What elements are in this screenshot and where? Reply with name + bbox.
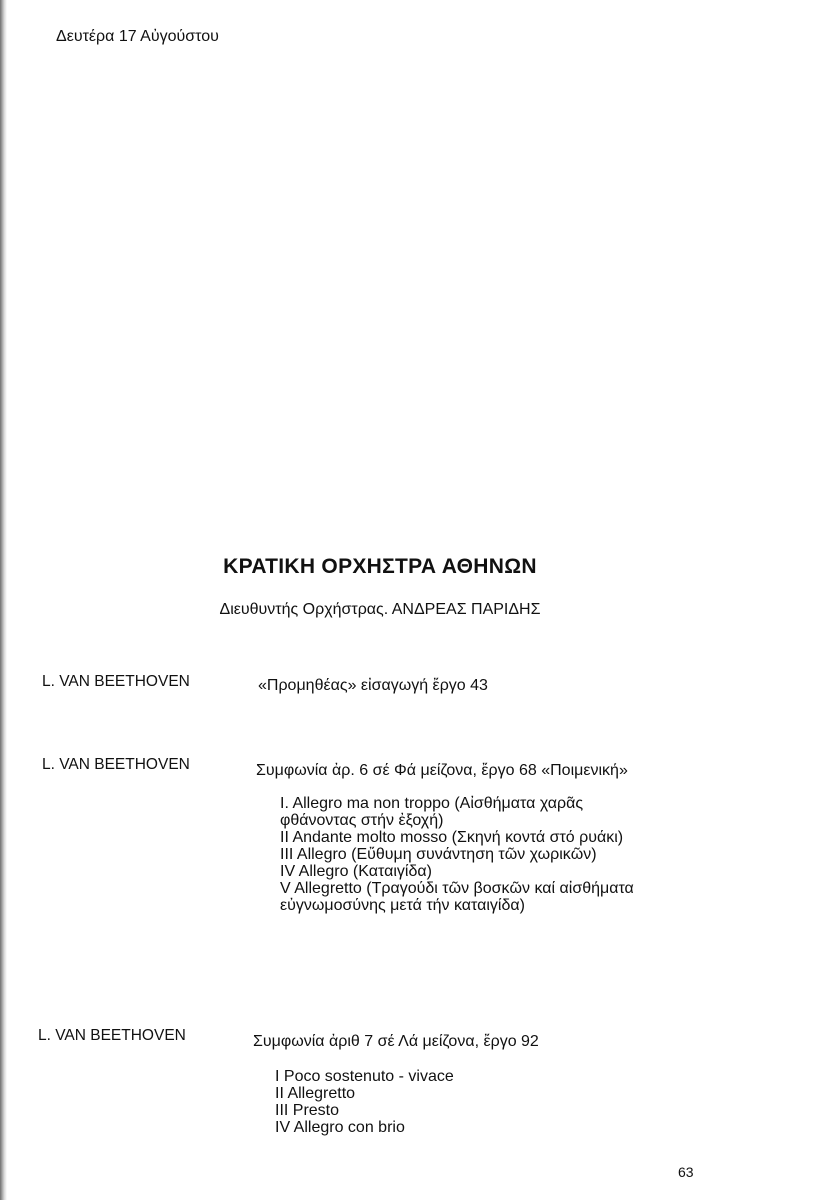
list-item: II Andante molto mosso (Σκηνή κοντά στό ρυάκι) bbox=[280, 829, 624, 846]
list-item: I. Allegro ma non troppo (Αἰσθήματα χαρᾶς bbox=[280, 795, 584, 812]
page-number: 63 bbox=[678, 1164, 694, 1180]
list-item: III Allegro (Εὔθυμη συνάντηση τῶν χωρικῶν) bbox=[280, 846, 597, 863]
composer-1: L. VAN BEETHOVEN bbox=[42, 673, 190, 690]
list-item: I Poco sostenuto - vivace bbox=[275, 1068, 454, 1085]
composer-2: L. VAN BEETHOVEN bbox=[42, 756, 190, 773]
list-item: III Presto bbox=[275, 1102, 340, 1119]
list-item: V Allegretto (Τραγούδι τῶν βοσκῶν καί αἰσθήματα bbox=[280, 880, 634, 897]
work-2-movements bbox=[280, 795, 634, 914]
list-item: εὐγνωμοσύνης μετά τήν καταιγίδα) bbox=[280, 897, 525, 914]
concert-date: Δευτέρα 17 Αὐγούστου bbox=[56, 28, 219, 45]
orchestra-title: ΚΡΑΤΙΚΗ ΟΡΧΗΣΤΡΑ ΑΘΗΝΩΝ bbox=[223, 555, 537, 578]
work-3-title: Συμφωνία ἀριθ 7 σέ Λά μείζονα, ἔργο 92 bbox=[253, 1033, 539, 1050]
work-1-title: «Προμηθέας» εἰσαγωγή ἔργο 43 bbox=[258, 677, 488, 694]
work-2-title: Συμφωνία ἀρ. 6 σέ Φά μείζονα, ἔργο 68 «Ποιμενική» bbox=[256, 762, 628, 779]
composer-3: L. VAN BEETHOVEN bbox=[38, 1027, 186, 1044]
page-binding-shadow bbox=[0, 0, 7, 1200]
list-item: IV Allegro (Καταιγίδα) bbox=[280, 863, 432, 880]
list-item: φθάνοντας στήν ἐξοχή) bbox=[280, 812, 444, 829]
list-item: IV Allegro con brio bbox=[275, 1119, 405, 1136]
conductor-line: Διευθυντής Ορχήστρας. ΑΝΔΡΕΑΣ ΠΑΡΙΔΗΣ bbox=[219, 601, 541, 618]
work-3-movements bbox=[275, 1068, 454, 1136]
list-item: II Allegretto bbox=[275, 1085, 356, 1102]
